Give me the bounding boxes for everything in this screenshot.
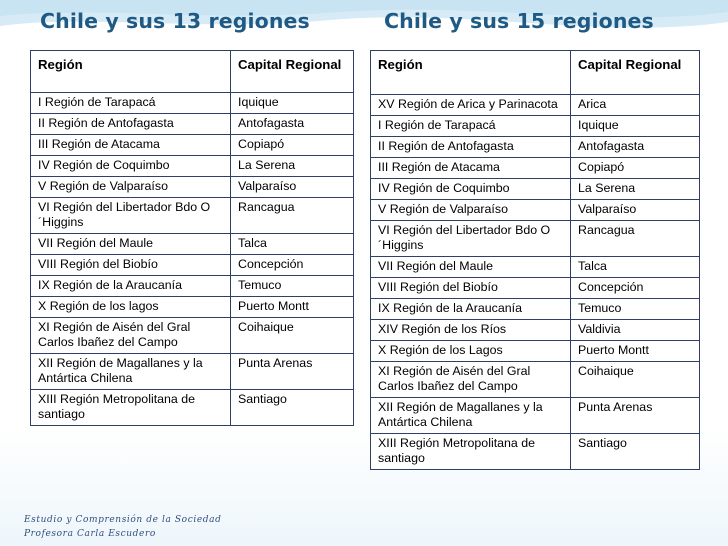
- table-row: [31, 198, 354, 234]
- region-cell: IX Región de la Araucanía: [371, 299, 571, 320]
- region-cell: XIII Región Metropolitana de santiago: [371, 434, 571, 470]
- region-cell: V Región de Valparaíso: [371, 200, 571, 221]
- table-row: [31, 255, 354, 276]
- capital-cell: Puerto Montt: [231, 297, 354, 318]
- region-cell: VI Región del Libertador Bdo O´Higgins: [371, 221, 571, 257]
- table-row: [371, 362, 700, 398]
- capital-cell: Talca: [231, 234, 354, 255]
- region-cell: IV Región de Coquimbo: [31, 156, 231, 177]
- table-row: [371, 257, 700, 278]
- header-capital: Capital Regional: [231, 51, 354, 93]
- table-row: [371, 299, 700, 320]
- region-cell: XI Región de Aisén del Gral Carlos Ibañez del Campo: [31, 318, 231, 354]
- region-cell: VII Región del Maule: [371, 257, 571, 278]
- header-region: Región: [371, 51, 571, 95]
- region-cell: V Región de Valparaíso: [31, 177, 231, 198]
- table-row: [371, 221, 700, 257]
- region-cell: IV Región de Coquimbo: [371, 179, 571, 200]
- table-row: [31, 318, 354, 354]
- table-row: [31, 114, 354, 135]
- capital-cell: Santiago: [571, 434, 700, 470]
- capital-cell: Valparaíso: [571, 200, 700, 221]
- table-row: [371, 398, 700, 434]
- table-row: [371, 95, 700, 116]
- region-cell: XV Región de Arica y Parinacota: [371, 95, 571, 116]
- capital-cell: Antofagasta: [571, 137, 700, 158]
- table-row: [31, 354, 354, 390]
- table-header-row: [371, 51, 700, 95]
- capital-cell: Concepción: [231, 255, 354, 276]
- header-capital: Capital Regional: [571, 51, 700, 95]
- capital-cell: Santiago: [231, 390, 354, 426]
- header-region: Región: [31, 51, 231, 93]
- capital-cell: La Serena: [231, 156, 354, 177]
- region-cell: I Región de Tarapacá: [31, 93, 231, 114]
- table-row: [371, 116, 700, 137]
- capital-cell: Iquique: [231, 93, 354, 114]
- capital-cell: La Serena: [571, 179, 700, 200]
- table-row: [31, 234, 354, 255]
- region-cell: II Región de Antofagasta: [31, 114, 231, 135]
- capital-cell: Iquique: [571, 116, 700, 137]
- capital-cell: Valparaíso: [231, 177, 354, 198]
- region-cell: XIII Región Metropolitana de santiago: [31, 390, 231, 426]
- table-row: [31, 156, 354, 177]
- region-cell: XIV Región de los Ríos: [371, 320, 571, 341]
- region-cell: I Región de Tarapacá: [371, 116, 571, 137]
- capital-cell: Punta Arenas: [571, 398, 700, 434]
- region-cell: X Región de los Lagos: [371, 341, 571, 362]
- table-row: [371, 278, 700, 299]
- region-cell: IX Región de la Araucanía: [31, 276, 231, 297]
- table-row: [371, 320, 700, 341]
- region-cell: X Región de los lagos: [31, 297, 231, 318]
- table-row: [31, 177, 354, 198]
- capital-cell: Copiapó: [571, 158, 700, 179]
- capital-cell: Antofagasta: [231, 114, 354, 135]
- table-header-row: [31, 51, 354, 93]
- table-row: [371, 179, 700, 200]
- capital-cell: Temuco: [571, 299, 700, 320]
- capital-cell: Coihaique: [231, 318, 354, 354]
- table-row: [371, 200, 700, 221]
- region-cell: II Región de Antofagasta: [371, 137, 571, 158]
- region-cell: VIII Región del Biobío: [371, 278, 571, 299]
- title-13-regiones: Chile y sus 13 regiones: [40, 9, 310, 33]
- table-row: [31, 390, 354, 426]
- capital-cell: Arica: [571, 95, 700, 116]
- region-cell: III Región de Atacama: [371, 158, 571, 179]
- region-cell: VII Región del Maule: [31, 234, 231, 255]
- capital-cell: Coihaique: [571, 362, 700, 398]
- capital-cell: Temuco: [231, 276, 354, 297]
- region-cell: VI Región del Libertador Bdo O´Higgins: [31, 198, 231, 234]
- table-row: [31, 135, 354, 156]
- table-row: [31, 276, 354, 297]
- table-row: [371, 434, 700, 470]
- table-row: [371, 137, 700, 158]
- region-cell: VIII Región del Biobío: [31, 255, 231, 276]
- footer-course: Estudio y Comprensión de la Sociedad: [24, 515, 222, 525]
- region-cell: XII Región de Magallanes y la Antártica Chilena: [371, 398, 571, 434]
- table-row: [31, 297, 354, 318]
- table-15-regiones: [370, 50, 700, 470]
- capital-cell: Copiapó: [231, 135, 354, 156]
- capital-cell: Concepción: [571, 278, 700, 299]
- title-15-regiones: Chile y sus 15 regiones: [384, 9, 654, 33]
- capital-cell: Rancagua: [571, 221, 700, 257]
- region-cell: XI Región de Aisén del Gral Carlos Ibañez del Campo: [371, 362, 571, 398]
- capital-cell: Valdivia: [571, 320, 700, 341]
- table-13-regiones: [30, 50, 354, 426]
- capital-cell: Puerto Montt: [571, 341, 700, 362]
- table-row: [31, 93, 354, 114]
- capital-cell: Rancagua: [231, 198, 354, 234]
- footer-teacher: Profesora Carla Escudero: [24, 529, 156, 539]
- table-row: [371, 341, 700, 362]
- table-row: [371, 158, 700, 179]
- capital-cell: Punta Arenas: [231, 354, 354, 390]
- region-cell: III Región de Atacama: [31, 135, 231, 156]
- capital-cell: Talca: [571, 257, 700, 278]
- region-cell: XII Región de Magallanes y la Antártica Chilena: [31, 354, 231, 390]
